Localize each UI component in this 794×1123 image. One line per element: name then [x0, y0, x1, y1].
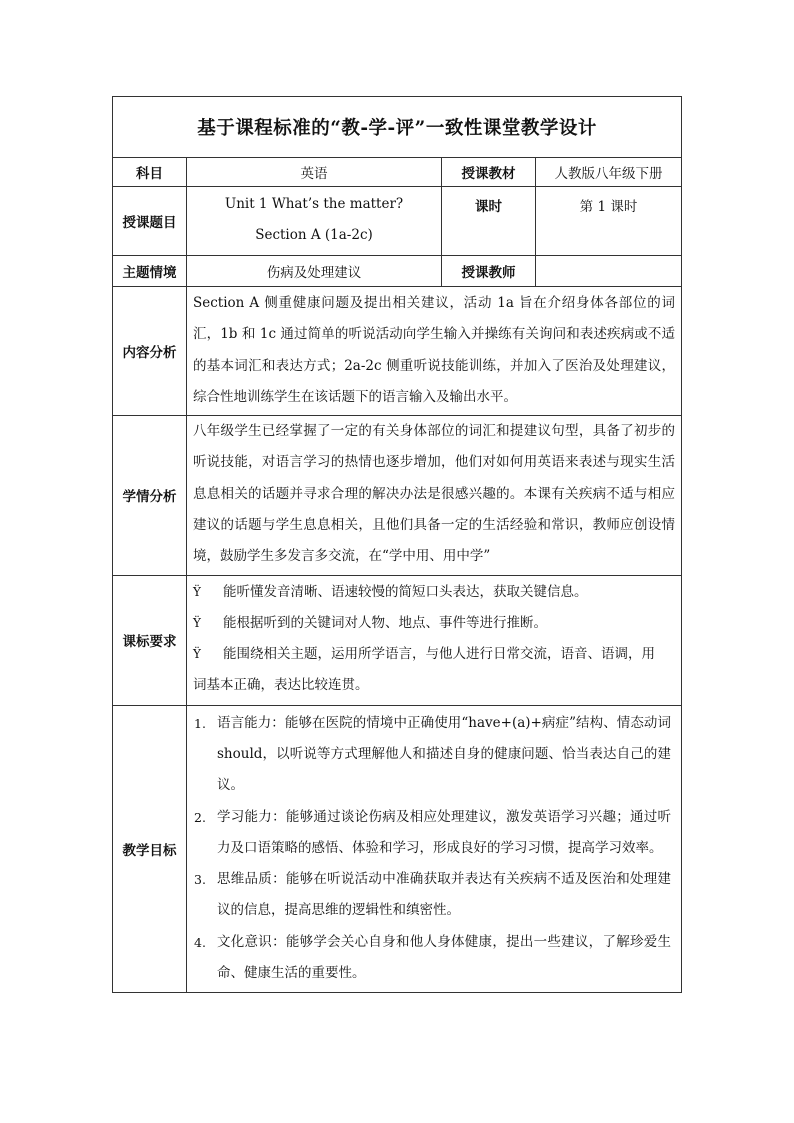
goal-number: 4.: [194, 934, 206, 950]
theme-row: [113, 256, 682, 287]
bullet-icon: Ÿ: [193, 584, 201, 599]
content-analysis-text: Section A 侧重健康问题及提出相关建议，活动 1a 旨在介绍身体各部位的词汇，1b 和 1c 通过简单的听说活动向学生输入并操练有关询问和表述疾病或不适的基本词汇和表达方式；2a-2c 侧重听说技能训练，并加入了医治及处理建议，综合性地训练学生在该话题下的语言输入及输出水平。: [187, 287, 682, 416]
document-title: 基于课程标准的“教-学-评”一致性课堂教学设计: [113, 97, 682, 158]
standards-label: 课标要求: [113, 575, 187, 705]
goal-text: 语言能力：能够在医院的情境中正确使用“have+(a)+病症”结构、情态动词 should，以听说等方式理解他人和描述自身的健康问题、恰当表达自己的建议。: [217, 714, 672, 794]
bullet-icon: Ÿ: [193, 615, 201, 630]
teacher-value: [536, 256, 682, 287]
goal-number: 1.: [194, 715, 206, 731]
subject-row: [113, 158, 682, 187]
student-analysis-text: 八年级学生已经掌握了一定的有关身体部位的词汇和提建议句型，具备了初步的听说技能，对语言学习的热情也逐步增加，他们对如何用英语来表述与现实生活息息相关的话题并寻求合理的解决办法是很感兴趣的。本课有关疾病不适与相应建议的话题与学生息息相关，且他们具备一定的生活经验和常识，教师应创设情境，鼓励学生多发言多交流，在“学中用、用中学”: [187, 416, 682, 575]
title-row: [113, 97, 682, 158]
standards-item-continued: [187, 670, 681, 701]
teacher-label: 授课教师: [442, 256, 536, 287]
lesson-plan-sheet: [112, 96, 681, 993]
standards-item: [187, 577, 681, 608]
content-analysis-label: 内容分析: [113, 287, 187, 416]
goal-text: 学习能力：能够通过谈论伤病及相应处理建议，激发英语学习兴趣；通过听力及口语策略的感悟、体验和学习，形成良好的学习习惯，提高学习效率。: [217, 808, 672, 856]
goal-text: 文化意识：能够学会关心自身和他人身体健康，提出一些建议，了解珍爱生命、健康生活的重要性。: [217, 933, 672, 982]
subject-label: 科目: [113, 158, 187, 187]
topic-value: [187, 187, 442, 256]
student-analysis-row: [113, 416, 682, 575]
standards-list: [187, 575, 682, 705]
theme-value: 伤病及处理建议: [187, 256, 442, 287]
period-label: 课时: [442, 187, 536, 256]
standards-item-text: 词基本正确，表达比较连贯。: [193, 676, 369, 693]
goal-item: [187, 708, 681, 802]
topic-label: 授课题目: [113, 187, 187, 256]
goals-label: 教学目标: [113, 705, 187, 993]
standards-item-text: 能听懂发音清晰、语速较慢的简短口头表达，获取关键信息。: [223, 583, 588, 600]
goal-item: [187, 864, 681, 927]
subject-value: 英语: [187, 158, 442, 187]
goal-number: 3.: [194, 872, 206, 888]
topic-row: [113, 187, 682, 256]
goals-row: [113, 705, 682, 993]
standards-item-text: 能根据听到的关键词对人物、地点、事件等进行推断。: [223, 614, 547, 631]
goal-item: [187, 802, 681, 865]
bullet-icon: Ÿ: [193, 646, 201, 661]
theme-label: 主题情境: [113, 256, 187, 287]
goals-list: [187, 705, 682, 993]
content-analysis-row: [113, 287, 682, 416]
standards-item: [187, 608, 681, 639]
textbook-label: 授课教材: [442, 158, 536, 187]
standards-item-text: 能围绕相关主题，运用所学语言，与他人进行日常交流，语音、语调，用: [223, 645, 655, 662]
standards-item: [187, 639, 681, 670]
goal-item: [187, 927, 681, 990]
topic-line-2: Section A (1a-2c): [255, 227, 373, 243]
period-value: 第 1 课时: [536, 187, 682, 256]
goal-number: 2.: [194, 809, 206, 825]
textbook-value: 人教版八年级下册: [536, 158, 682, 187]
student-analysis-label: 学情分析: [113, 416, 187, 575]
lesson-plan-table: [112, 96, 682, 993]
topic-line-1: Unit 1 What’s the matter?: [224, 196, 404, 212]
goal-text: 思维品质：能够在听说活动中准确获取并表达有关疾病不适及医治和处理建议的信息，提高思维的逻辑性和缜密性。: [217, 871, 672, 919]
standards-row: [113, 575, 682, 705]
